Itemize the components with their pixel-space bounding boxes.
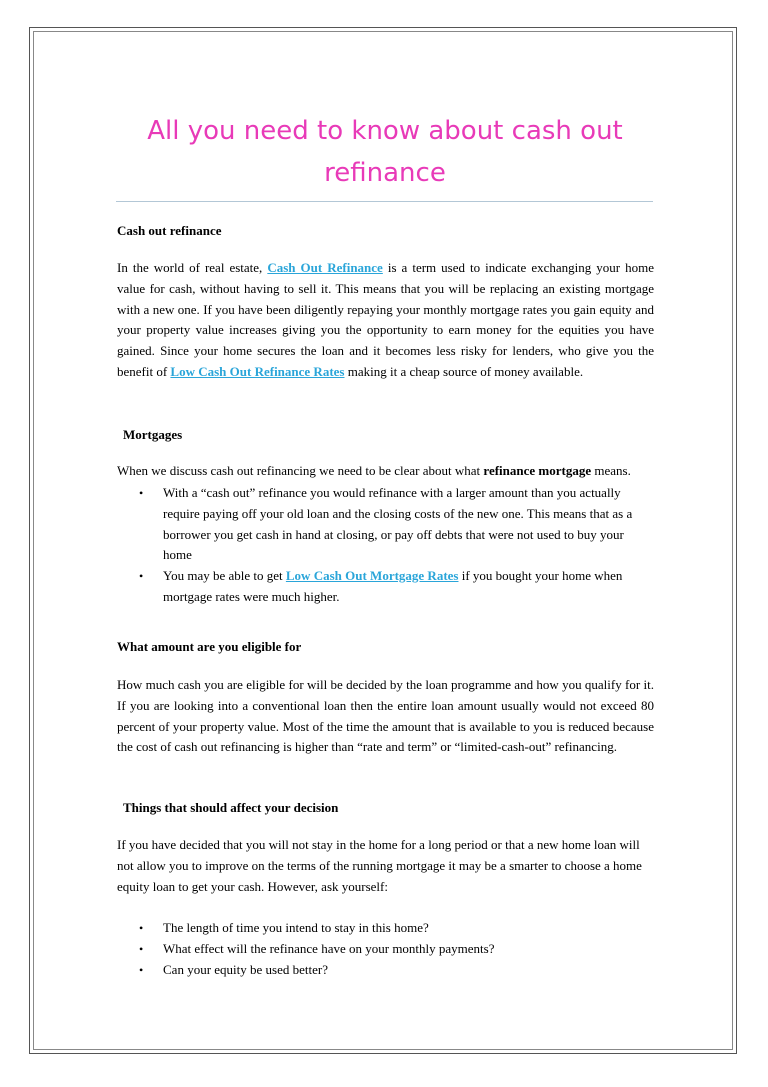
text-segment: if you bought your home when mortgage rates were much higher. (163, 568, 623, 604)
bold-refinance-mortgage: refinance mortgage (483, 463, 592, 478)
paragraph-mortgages-intro (117, 461, 654, 482)
page-title: All you need to know about cash out refinance (147, 116, 623, 188)
text-segment: When we discuss cash out refinancing we need to be clear about what (117, 463, 484, 478)
link-low-cash-out-refinance-rates[interactable]: Low Cash Out Refinance Rates (170, 363, 345, 379)
paragraph-decision: If you have decided that you will not stay in the home for a long period or that a new home loan will not allow you to improve on the terms of the running mortgage it may be a smarter to choose a home equity loan to get your cash. However, ask yourself: (117, 837, 642, 894)
link-cash-out-refinance[interactable]: Cash Out Refinance (267, 260, 383, 275)
bullet-dot: • (139, 941, 144, 956)
list-item (117, 918, 649, 939)
bullet-dot: • (139, 962, 144, 977)
list-item-text: The length of time you intend to stay in this home? (163, 920, 429, 935)
mortgages-bullet-list (117, 483, 649, 608)
text-segment: is a term used to indicate exchanging your home value for cash, without having to sell it. This means that you will be replacing an existing mortgage with a new one. If you have been diligently repaying your monthly mortgage rates you gain equity and your property value increases giving you the opportunity to earn money for the equities you have gained. Since your home secures the loan and it becomes less risky for lenders, who give you the benefit of (117, 260, 655, 379)
text-segment: making it a cheap source of money available. (344, 363, 584, 379)
bullet-dot: • (139, 569, 144, 584)
heading-cash-out-refinance: Cash out refinance (117, 223, 222, 238)
link-low-cash-out-mortgage-rates[interactable]: Low Cash Out Mortgage Rates (285, 568, 459, 584)
heading-mortgages: Mortgages (123, 427, 183, 442)
list-item-text: Can your equity be used better? (163, 961, 328, 977)
text-segment: means. (591, 463, 631, 478)
list-item (117, 960, 649, 981)
text-segment: You may be able to get (163, 568, 286, 584)
list-item (117, 566, 649, 608)
paragraph-cash-out-intro (117, 258, 654, 383)
heading-decision-factors: Things that should affect your decision (123, 800, 339, 815)
bullet-dot: • (139, 921, 144, 935)
heading-eligible-amount: What amount are you eligible for (117, 639, 302, 654)
list-item (117, 483, 649, 566)
list-item (117, 939, 649, 960)
list-item-text: With a “cash out” refinance you would refinance with a larger amount than you actually require paying off your old loan and the closing costs of the new one. This means that as a borrower you get cash in hand at closing, or pay off debts that were not used to buy your home (163, 485, 633, 563)
paragraph-eligible: How much cash you are eligible for will be decided by the loan programme and how you qualify for it. If you are looking into a conventional loan then the entire loan amount usually would not exceed 80 percent of your property value. Most of the time the amount that is available to you is reduced because the cost of cash out refinancing is higher than “rate and term” or “limited-cash-out” refinancing. (117, 677, 654, 755)
text-segment: In the world of real estate, (117, 260, 268, 275)
list-item-text: What effect will the refinance have on your monthly payments? (163, 940, 495, 956)
bullet-dot: • (139, 486, 144, 500)
decision-bullet-list (117, 918, 649, 980)
title-divider (116, 201, 653, 202)
